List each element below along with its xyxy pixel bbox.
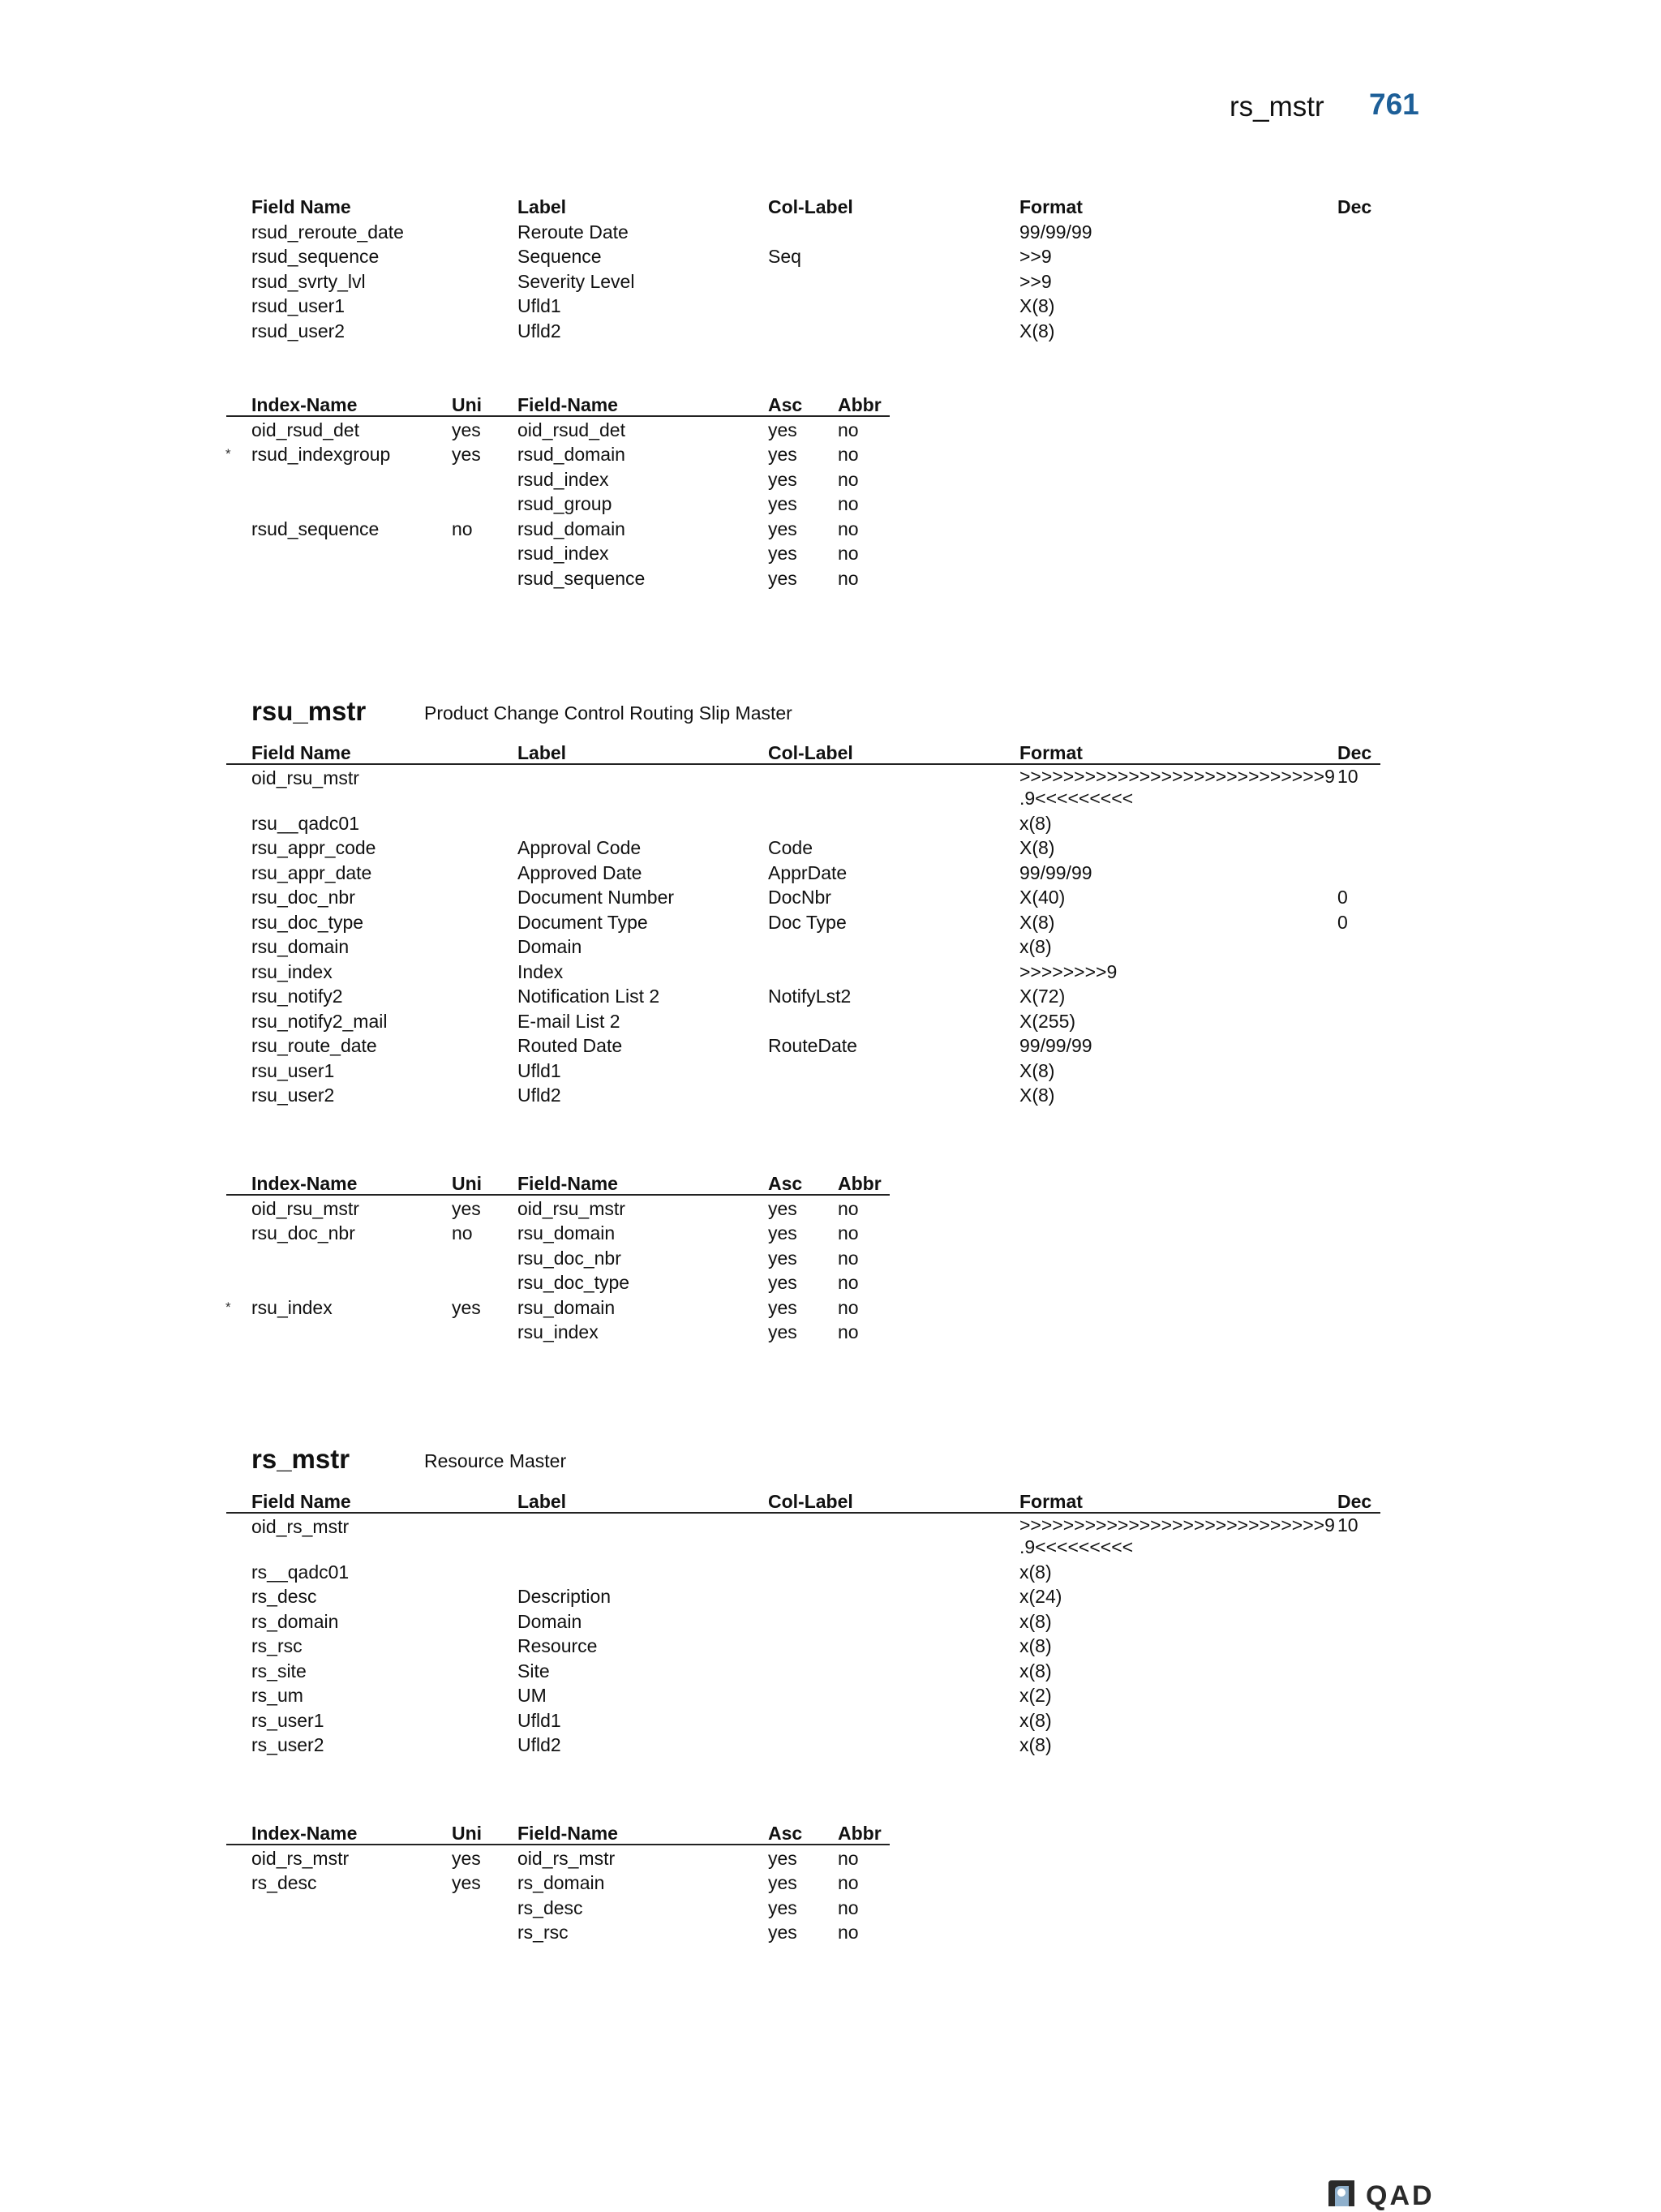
- field-label: Document Type: [517, 911, 648, 933]
- field-table-body: [0, 220, 1661, 344]
- index-abbreviated: no: [838, 1247, 859, 1269]
- index-row: [0, 418, 1661, 443]
- field-label: Notification List 2: [517, 986, 660, 1007]
- index-field-name: rsud_domain: [517, 518, 625, 539]
- field-row: [0, 319, 1661, 344]
- index-field-name: rsu_index: [517, 1321, 599, 1342]
- index-unique: yes: [452, 1872, 481, 1893]
- index-table-header: [0, 1821, 1661, 1846]
- field-label: Ufld2: [517, 1734, 561, 1755]
- index-abbreviated: no: [838, 1222, 859, 1243]
- field-row: [0, 1009, 1661, 1034]
- index-field-name: rsud_domain: [517, 444, 625, 465]
- primary-index-marker: *: [225, 1299, 231, 1315]
- field-name: rsu_notify2: [251, 986, 343, 1007]
- index-row: [0, 566, 1661, 591]
- index-unique: yes: [452, 419, 481, 440]
- col-header-asc: Asc: [768, 1173, 803, 1194]
- index-ascending: yes: [768, 1272, 797, 1293]
- field-name: rs_desc: [251, 1586, 317, 1607]
- field-col-label: ApprDate: [768, 861, 848, 883]
- field-format: x(2): [1019, 1685, 1052, 1706]
- index-unique: yes: [452, 1197, 481, 1219]
- col-header-label: Label: [517, 1491, 567, 1512]
- col-header-index-name: Index-Name: [251, 1173, 358, 1194]
- index-row: [0, 467, 1661, 492]
- index-abbreviated: no: [838, 1296, 859, 1318]
- field-name: rs_um: [251, 1685, 303, 1706]
- field-name: rsud_reroute_date: [251, 221, 404, 243]
- index-ascending: yes: [768, 1922, 797, 1943]
- field-format: X(40): [1019, 887, 1066, 908]
- field-format: 99/99/99: [1019, 861, 1092, 883]
- field-row: [0, 1514, 1661, 1560]
- field-format: X(8): [1019, 1059, 1055, 1081]
- field-name: rsu_index: [251, 960, 333, 982]
- field-name: rsud_svrty_lvl: [251, 270, 366, 292]
- index-row: [0, 517, 1661, 542]
- index-field-name: rsud_group: [517, 493, 612, 514]
- field-row: [0, 1733, 1661, 1758]
- field-row: [0, 1609, 1661, 1634]
- index-field-name: oid_rsud_det: [517, 419, 625, 440]
- field-label: Resource: [517, 1635, 598, 1656]
- index-name: rs_desc: [251, 1872, 317, 1893]
- field-format: X(8): [1019, 295, 1055, 316]
- field-col-label: RouteDate: [768, 1035, 857, 1056]
- field-row: [0, 766, 1661, 811]
- field-row: [0, 861, 1661, 886]
- index-row: [0, 492, 1661, 517]
- table-description-rsu-mstr: Product Change Control Routing Slip Master: [424, 702, 792, 724]
- rs-mstr-field-table: [0, 1489, 1661, 1758]
- primary-index-marker: *: [225, 446, 231, 462]
- field-format: x(8): [1019, 1561, 1052, 1583]
- field-format: x(8): [1019, 1635, 1052, 1656]
- table-name-rsu-mstr: rsu_mstr: [251, 696, 367, 726]
- index-ascending: yes: [768, 567, 797, 589]
- col-header-asc: Asc: [768, 1823, 803, 1844]
- index-name: rsu_index: [251, 1296, 333, 1318]
- table-description-rs-mstr: Resource Master: [424, 1450, 567, 1471]
- index-field-name: rs_domain: [517, 1872, 605, 1893]
- field-col-label: DocNbr: [768, 887, 831, 908]
- field-name: rs_user2: [251, 1734, 324, 1755]
- table-name-rs-mstr: rs_mstr: [251, 1444, 350, 1474]
- col-header-col-label: Col-Label: [768, 1491, 853, 1512]
- field-label: Index: [517, 960, 564, 982]
- col-header-field-name: Field-Name: [517, 1823, 618, 1844]
- field-row: [0, 960, 1661, 985]
- index-unique: yes: [452, 1847, 481, 1869]
- field-format-line1: >>>>>>>>>>>>>>>>>>>>>>>>>>>>9: [1019, 765, 1335, 787]
- col-header-field-name: Field Name: [251, 742, 351, 763]
- index-row: [0, 1246, 1661, 1271]
- index-name: oid_rsu_mstr: [251, 1197, 359, 1219]
- index-abbreviated: no: [838, 1197, 859, 1219]
- index-name: rsud_sequence: [251, 518, 380, 539]
- field-format: x(24): [1019, 1586, 1062, 1607]
- col-header-asc: Asc: [768, 394, 803, 415]
- field-label: E-mail List 2: [517, 1010, 620, 1032]
- index-row: [0, 1896, 1661, 1921]
- field-format: x(8): [1019, 1709, 1052, 1731]
- field-label: Site: [517, 1660, 550, 1682]
- index-ascending: yes: [768, 419, 797, 440]
- field-format: X(72): [1019, 986, 1066, 1007]
- field-table-header: [0, 1489, 1661, 1514]
- index-unique: no: [452, 518, 473, 539]
- field-row: [0, 1659, 1661, 1684]
- index-abbreviated: no: [838, 1847, 859, 1869]
- field-dec: 0: [1337, 911, 1348, 933]
- index-unique: yes: [452, 1296, 481, 1318]
- index-table-body: [0, 418, 1661, 591]
- field-name: rs_site: [251, 1660, 307, 1682]
- field-format-line2: .9<<<<<<<<<: [1019, 787, 1134, 809]
- index-ascending: yes: [768, 518, 797, 539]
- field-name: rsud_user2: [251, 320, 346, 341]
- field-row: [0, 294, 1661, 319]
- field-name: rsu_doc_nbr: [251, 887, 355, 908]
- index-ascending: yes: [768, 543, 797, 564]
- index-abbreviated: no: [838, 468, 859, 490]
- index-table-body: [0, 1846, 1661, 1945]
- field-table-header: [0, 195, 1661, 220]
- index-field-name: rs_desc: [517, 1896, 583, 1918]
- index-abbreviated: no: [838, 1872, 859, 1893]
- field-name: rsud_user1: [251, 295, 346, 316]
- field-format: x(8): [1019, 1734, 1052, 1755]
- field-label: Ufld1: [517, 295, 561, 316]
- index-field-name: rsud_index: [517, 468, 609, 490]
- field-name: rs_rsc: [251, 1635, 303, 1656]
- field-label: Ufld1: [517, 1709, 561, 1731]
- index-abbreviated: no: [838, 1922, 859, 1943]
- index-abbreviated: no: [838, 1272, 859, 1293]
- index-row: [0, 1270, 1661, 1295]
- index-name: rsu_doc_nbr: [251, 1222, 355, 1243]
- field-dec: 10: [1337, 765, 1358, 787]
- field-name: rsud_sequence: [251, 246, 380, 267]
- field-label: Ufld2: [517, 320, 561, 341]
- field-format: >>9: [1019, 270, 1052, 292]
- field-row: [0, 1634, 1661, 1659]
- index-ascending: yes: [768, 1197, 797, 1219]
- field-format: x(8): [1019, 936, 1052, 957]
- col-header-index-name: Index-Name: [251, 394, 358, 415]
- col-header-format: Format: [1019, 196, 1083, 217]
- field-dec: 10: [1337, 1514, 1358, 1536]
- index-ascending: yes: [768, 468, 797, 490]
- index-ascending: yes: [768, 1847, 797, 1869]
- field-name: rs_user1: [251, 1709, 324, 1731]
- col-header-field-name: Field-Name: [517, 394, 618, 415]
- index-row: [0, 442, 1661, 467]
- field-name: oid_rsu_mstr: [251, 767, 359, 788]
- index-abbreviated: no: [838, 543, 859, 564]
- index-field-name: oid_rs_mstr: [517, 1847, 616, 1869]
- rsu-mstr-field-table: [0, 741, 1661, 1108]
- running-header-title: rs_mstr: [1230, 91, 1324, 122]
- col-header-dec: Dec: [1337, 742, 1372, 763]
- index-abbreviated: no: [838, 419, 859, 440]
- qad-logo: [1327, 2179, 1447, 2211]
- index-abbreviated: no: [838, 1321, 859, 1342]
- col-header-uni: Uni: [452, 1173, 483, 1194]
- index-name: oid_rs_mstr: [251, 1847, 350, 1869]
- col-header-abbr: Abbr: [838, 394, 882, 415]
- field-dec: 0: [1337, 887, 1348, 908]
- index-row: [0, 541, 1661, 566]
- field-format: [1019, 766, 1335, 810]
- field-row: [0, 269, 1661, 294]
- field-format: >>>>>>>>9: [1019, 960, 1118, 982]
- field-name: rsu__qadc01: [251, 812, 359, 834]
- index-row: [0, 1320, 1661, 1345]
- field-name: rsu_route_date: [251, 1035, 377, 1056]
- col-header-label: Label: [517, 742, 567, 763]
- col-header-format: Format: [1019, 1491, 1083, 1512]
- field-col-label: NotifyLst2: [768, 986, 852, 1007]
- field-col-label: Seq: [768, 246, 801, 267]
- field-format: X(8): [1019, 320, 1055, 341]
- field-table-body: [0, 1514, 1661, 1758]
- field-row: [0, 1584, 1661, 1609]
- field-format: X(8): [1019, 1085, 1055, 1106]
- index-field-name: rsu_domain: [517, 1222, 616, 1243]
- field-name: rsu_appr_code: [251, 837, 376, 858]
- field-col-label: Code: [768, 837, 813, 858]
- index-row: [0, 1295, 1661, 1321]
- index-row: [0, 1920, 1661, 1945]
- field-row: [0, 1033, 1661, 1059]
- index-row: [0, 1221, 1661, 1246]
- col-header-field-name: Field Name: [251, 1491, 351, 1512]
- field-format: X(8): [1019, 911, 1055, 933]
- field-name: rsu_doc_type: [251, 911, 364, 933]
- field-format: x(8): [1019, 812, 1052, 834]
- index-field-name: rsu_domain: [517, 1296, 616, 1318]
- index-field-name: rsud_index: [517, 543, 609, 564]
- index-ascending: yes: [768, 444, 797, 465]
- index-abbreviated: no: [838, 1896, 859, 1918]
- field-format: >>9: [1019, 246, 1052, 267]
- field-row: [0, 220, 1661, 245]
- index-abbreviated: no: [838, 493, 859, 514]
- field-format: 99/99/99: [1019, 1035, 1092, 1056]
- index-ascending: yes: [768, 493, 797, 514]
- field-format: x(8): [1019, 1660, 1052, 1682]
- rs-mstr-index-table: [0, 1821, 1661, 1945]
- index-table-body: [0, 1196, 1661, 1345]
- field-label: Document Number: [517, 887, 675, 908]
- field-name: rs_domain: [251, 1610, 339, 1632]
- rsud-index-table: [0, 393, 1661, 591]
- index-ascending: yes: [768, 1247, 797, 1269]
- index-table-header: [0, 1171, 1661, 1196]
- index-abbreviated: no: [838, 567, 859, 589]
- field-name: rsu_notify2_mail: [251, 1010, 388, 1032]
- index-ascending: yes: [768, 1222, 797, 1243]
- field-name: rsu_user2: [251, 1085, 335, 1106]
- field-format: X(255): [1019, 1010, 1076, 1032]
- index-ascending: yes: [768, 1321, 797, 1342]
- col-header-index-name: Index-Name: [251, 1823, 358, 1844]
- field-label: Description: [517, 1586, 612, 1607]
- field-name: rsu_user1: [251, 1059, 335, 1081]
- field-row: [0, 1560, 1661, 1585]
- index-row: [0, 1196, 1661, 1222]
- field-label: Severity Level: [517, 270, 635, 292]
- index-name: rsud_indexgroup: [251, 444, 391, 465]
- index-table-header: [0, 393, 1661, 418]
- field-name: rsu_appr_date: [251, 861, 372, 883]
- col-header-uni: Uni: [452, 1823, 483, 1844]
- index-field-name: oid_rsu_mstr: [517, 1197, 625, 1219]
- field-format: [1019, 1514, 1335, 1558]
- field-format-line2: .9<<<<<<<<<: [1019, 1536, 1134, 1557]
- col-header-format: Format: [1019, 742, 1083, 763]
- field-label: Reroute Date: [517, 221, 629, 243]
- field-label: Domain: [517, 936, 582, 957]
- col-header-abbr: Abbr: [838, 1173, 882, 1194]
- index-unique: no: [452, 1222, 473, 1243]
- field-label: Routed Date: [517, 1035, 623, 1056]
- field-row: [0, 835, 1661, 861]
- col-header-dec: Dec: [1337, 1491, 1372, 1512]
- field-table-body: [0, 766, 1661, 1108]
- field-label: Approval Code: [517, 837, 642, 858]
- field-row: [0, 885, 1661, 910]
- index-field-name: rs_rsc: [517, 1922, 569, 1943]
- field-label: Ufld1: [517, 1059, 561, 1081]
- field-row: [0, 811, 1661, 836]
- field-row: [0, 910, 1661, 935]
- col-header-abbr: Abbr: [838, 1823, 882, 1844]
- rsud-field-table: [0, 195, 1661, 343]
- index-ascending: yes: [768, 1296, 797, 1318]
- index-abbreviated: no: [838, 444, 859, 465]
- index-abbreviated: no: [838, 518, 859, 539]
- index-row: [0, 1846, 1661, 1871]
- rsu-mstr-index-table: [0, 1171, 1661, 1345]
- field-label: Approved Date: [517, 861, 642, 883]
- field-row: [0, 1083, 1661, 1108]
- col-header-field-name: Field-Name: [517, 1173, 618, 1194]
- field-label: Domain: [517, 1610, 582, 1632]
- field-label: Sequence: [517, 246, 602, 267]
- index-field-name: rsud_sequence: [517, 567, 646, 589]
- field-name: oid_rs_mstr: [251, 1515, 350, 1537]
- col-header-field-name: Field Name: [251, 196, 351, 217]
- field-label: UM: [517, 1685, 547, 1706]
- qad-logo-mark-icon: [1327, 2179, 1358, 2208]
- field-row: [0, 1708, 1661, 1733]
- col-header-label: Label: [517, 196, 567, 217]
- field-row: [0, 1059, 1661, 1084]
- index-row: [0, 1871, 1661, 1896]
- col-header-dec: Dec: [1337, 196, 1372, 217]
- field-row: [0, 1683, 1661, 1708]
- index-ascending: yes: [768, 1896, 797, 1918]
- index-ascending: yes: [768, 1872, 797, 1893]
- index-field-name: rsu_doc_type: [517, 1272, 630, 1293]
- page-number: 761: [1369, 88, 1419, 121]
- field-row: [0, 934, 1661, 960]
- field-format: 99/99/99: [1019, 221, 1092, 243]
- field-row: [0, 984, 1661, 1009]
- index-field-name: rsu_doc_nbr: [517, 1247, 621, 1269]
- col-header-col-label: Col-Label: [768, 196, 853, 217]
- index-name: oid_rsud_det: [251, 419, 359, 440]
- index-unique: yes: [452, 444, 481, 465]
- field-label: Ufld2: [517, 1085, 561, 1106]
- col-header-col-label: Col-Label: [768, 742, 853, 763]
- field-col-label: Doc Type: [768, 911, 847, 933]
- qad-logo-text: QAD: [1366, 2180, 1435, 2211]
- field-name: rs__qadc01: [251, 1561, 350, 1583]
- field-table-header: [0, 741, 1661, 766]
- field-format: X(8): [1019, 837, 1055, 858]
- col-header-uni: Uni: [452, 394, 483, 415]
- field-name: rsu_domain: [251, 936, 350, 957]
- field-row: [0, 244, 1661, 269]
- field-format: x(8): [1019, 1610, 1052, 1632]
- field-format-line1: >>>>>>>>>>>>>>>>>>>>>>>>>>>>9: [1019, 1514, 1335, 1536]
